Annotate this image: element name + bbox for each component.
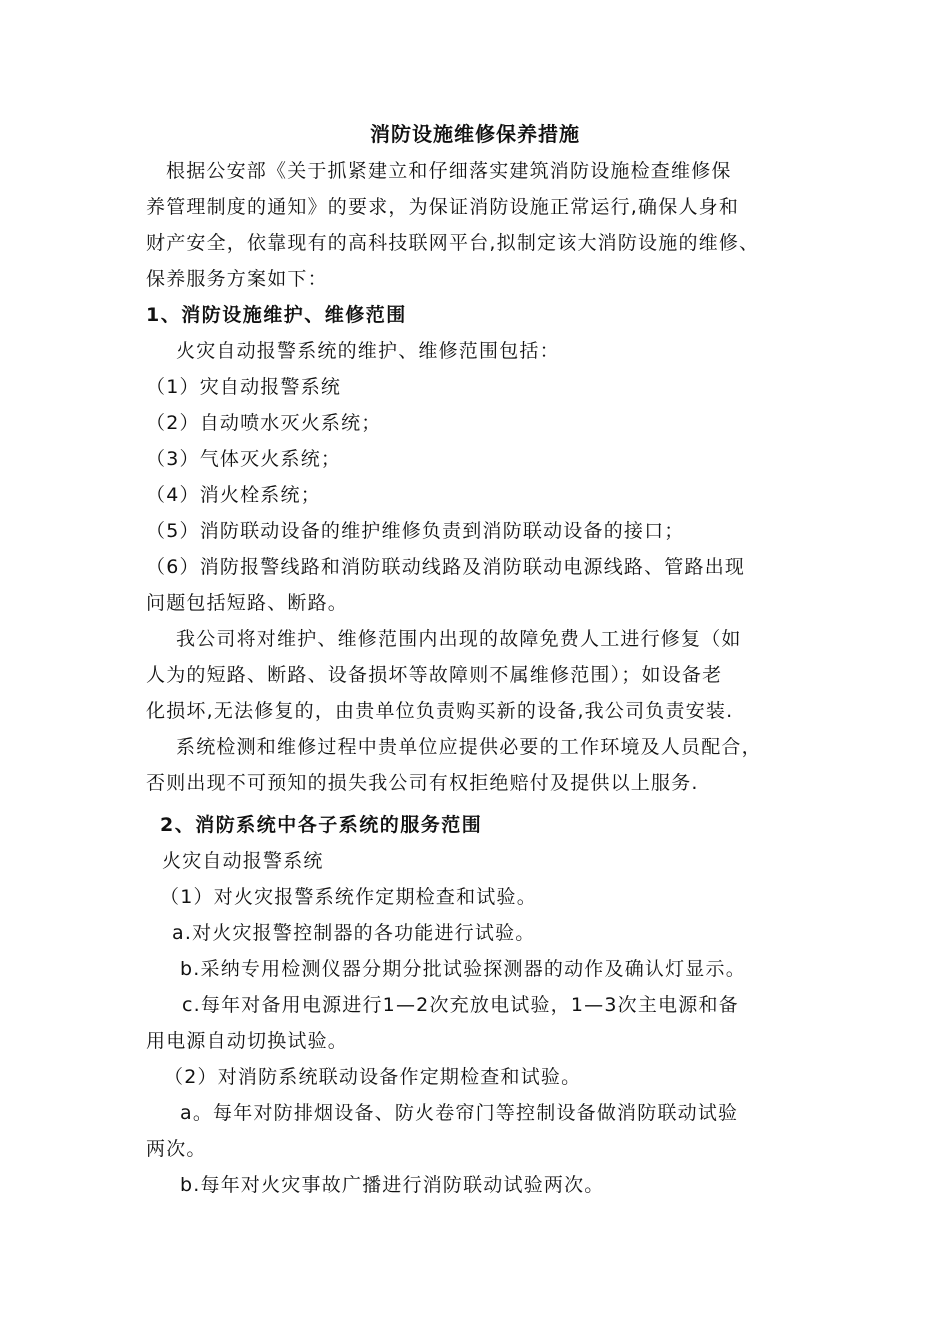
section-1-item-5: （5）消防联动设备的维护维修负责到消防联动设备的接口； bbox=[146, 520, 685, 542]
section-1-para-1-line-2: 人为的短路、断路、设备损坏等故障则不属维修范围）；如设备老 bbox=[146, 664, 723, 686]
section-1-item-2: （2）自动喷水灭火系统； bbox=[146, 412, 382, 434]
section-1-lead: 火灾自动报警系统的维护、维修范围包括： bbox=[176, 340, 560, 362]
section-2-line-4: c.每年对备用电源进行1—2次充放电试验，1—3次主电源和备 bbox=[182, 994, 739, 1016]
section-1-item-6-cont: 问题包括短路、断路。 bbox=[146, 592, 349, 614]
section-1-para-1-line-1: 我公司将对维护、维修范围内出现的故障免费人工进行修复（如 bbox=[176, 628, 742, 650]
section-1-para-2-line-1: 系统检测和维修过程中贵单位应提供必要的工作环境及人员配合， bbox=[176, 736, 762, 758]
page-title: 消防设施维修保养措施 bbox=[370, 122, 580, 146]
intro-line-2: 养管理制度的通知》的要求，为保证消防设施正常运行,确保人身和 bbox=[146, 196, 740, 218]
section-2-line-7: a。每年对防排烟设备、防火卷帘门等控制设备做消防联动试验 bbox=[180, 1102, 739, 1124]
section-2-line-5: 用电源自动切换试验。 bbox=[146, 1030, 349, 1052]
section-2-line-3: b.采纳专用检测仪器分期分批试验探测器的动作及确认灯显示。 bbox=[180, 958, 746, 980]
intro-line-1: 根据公安部《关于抓紧建立和仔细落实建筑消防设施检查维修保 bbox=[166, 160, 732, 182]
section-2-subheading: 火灾自动报警系统 bbox=[162, 850, 324, 872]
section-1-heading: 1、消防设施维护、维修范围 bbox=[146, 304, 407, 326]
section-2-heading: 2、消防系统中各子系统的服务范围 bbox=[160, 814, 483, 836]
section-2-line-8: 两次。 bbox=[146, 1138, 207, 1160]
section-1-para-1-line-3: 化损坏,无法修复的，由贵单位负责购买新的设备,我公司负责安装. bbox=[146, 700, 734, 722]
section-1-item-1: （1）灾自动报警系统 bbox=[146, 376, 342, 398]
section-1-item-6: （6）消防报警线路和消防联动线路及消防联动电源线路、管路出现 bbox=[146, 556, 746, 578]
section-1-item-4: （4）消火栓系统； bbox=[146, 484, 321, 506]
section-2-line-9: b.每年对火灾事故广播进行消防联动试验两次。 bbox=[180, 1174, 605, 1196]
intro-line-4: 保养服务方案如下： bbox=[146, 268, 328, 290]
section-2-line-6: （2）对消防系统联动设备作定期检查和试验。 bbox=[164, 1066, 582, 1088]
section-2-line-2: a.对火灾报警控制器的各功能进行试验。 bbox=[172, 922, 536, 944]
section-1-para-2-line-2: 否则出现不可预知的损失我公司有权拒绝赔付及提供以上服务. bbox=[146, 772, 699, 794]
intro-line-3: 财产安全，依靠现有的高科技联网平台,拟制定该大消防设施的维修、 bbox=[146, 232, 760, 254]
section-1-item-3: （3）气体灭火系统； bbox=[146, 448, 342, 470]
section-2-line-1: （1）对火灾报警系统作定期检查和试验。 bbox=[160, 886, 537, 908]
